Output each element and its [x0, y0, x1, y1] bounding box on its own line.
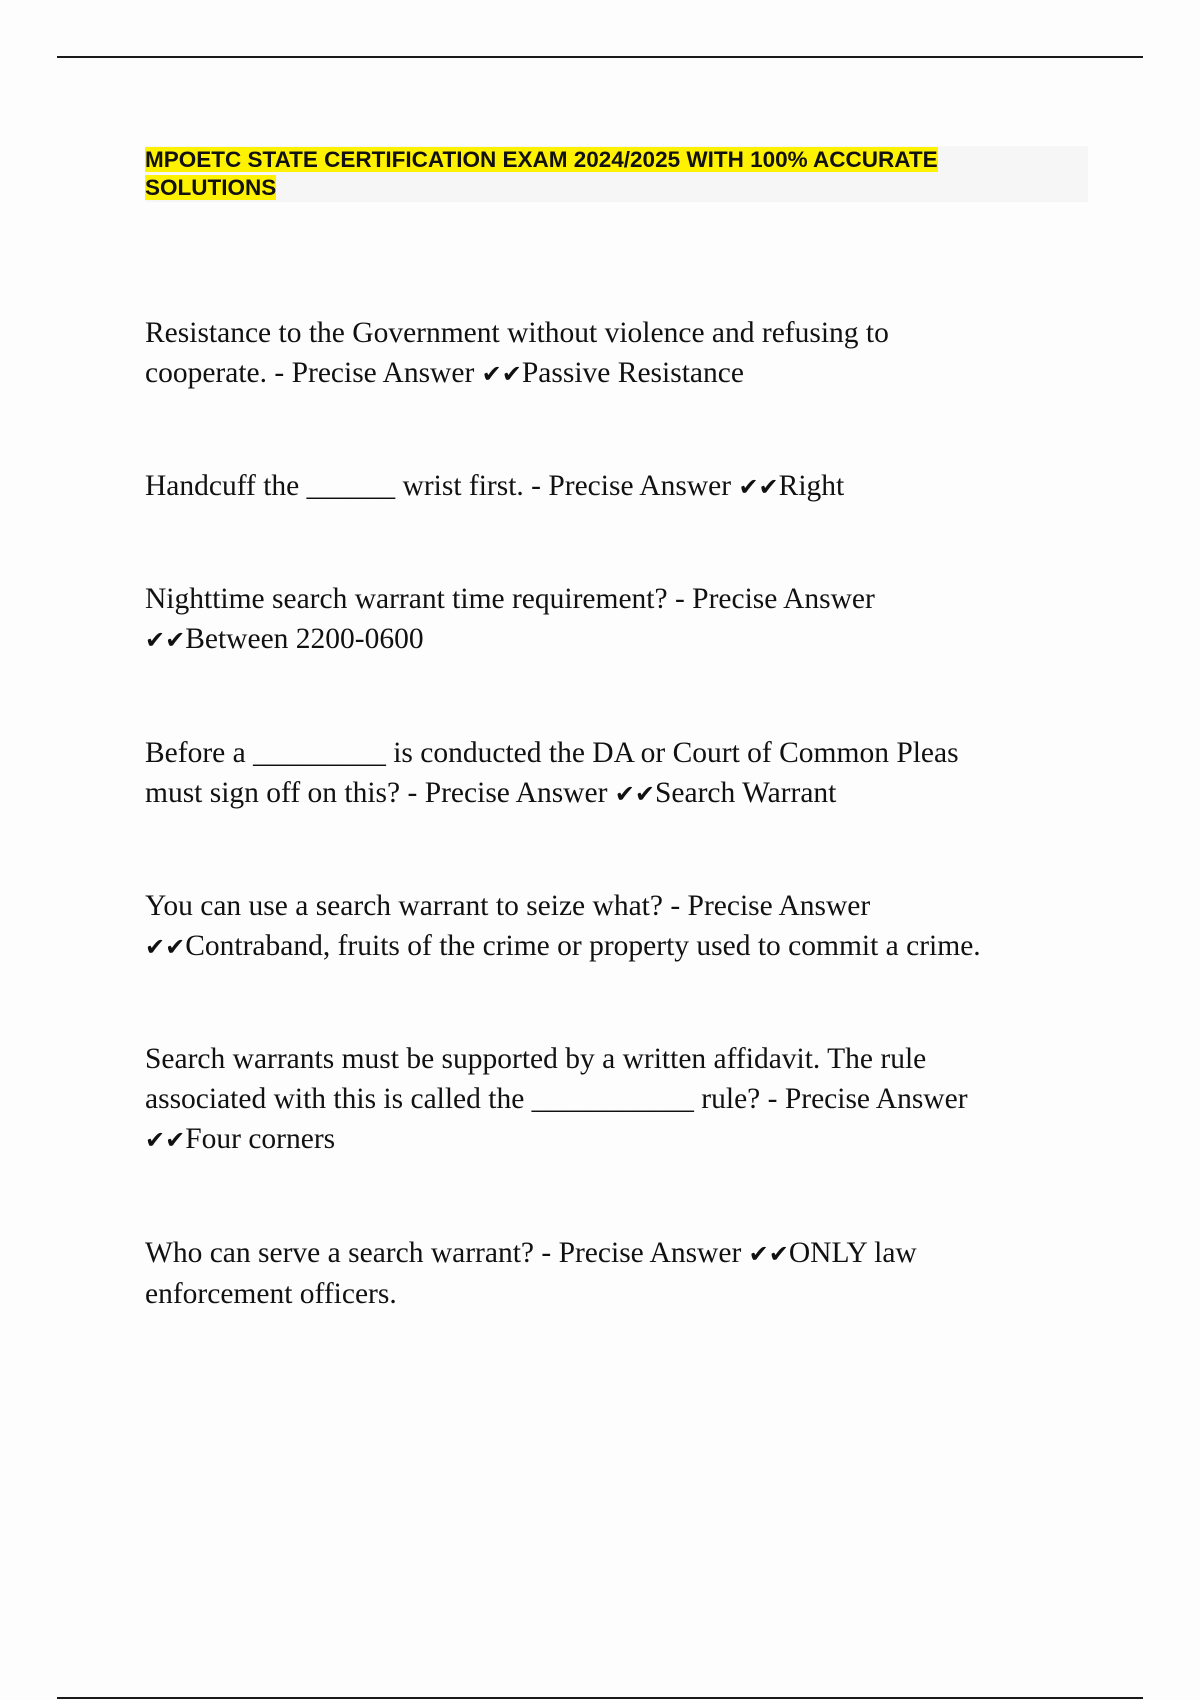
question-line — [145, 353, 1095, 394]
header-rule — [57, 56, 1143, 58]
question-text: associated with this is called the ___________ rule? - Precise Answer — [145, 1083, 968, 1115]
check-mark-icon: ✔✔ — [614, 780, 655, 808]
qa-item — [145, 733, 1095, 814]
title-line — [145, 174, 1088, 202]
title-line — [145, 146, 1088, 174]
answer-text: enforcement officers. — [145, 1278, 397, 1310]
qa-item — [145, 579, 1095, 660]
check-mark-icon: ✔✔ — [145, 1126, 186, 1154]
check-mark-icon: ✔✔ — [481, 360, 522, 388]
answer-text: Contraband, fruits of the crime or property used to commit a crime. — [185, 930, 981, 962]
answer-text: ONLY law — [788, 1237, 917, 1269]
qa-item — [145, 1039, 1095, 1160]
question-text: You can use a search warrant to seize what? - Precise Answer — [145, 890, 871, 922]
answer-line — [145, 926, 1095, 967]
title-highlight: SOLUTIONS — [145, 175, 277, 200]
question-line — [145, 466, 1095, 507]
check-mark-icon: ✔✔ — [738, 473, 779, 501]
answer-text: Passive Resistance — [521, 357, 744, 389]
title-highlight: MPOETC STATE CERTIFICATION EXAM 2024/2025 WITH 100% ACCURATE — [145, 147, 938, 172]
check-mark-icon: ✔✔ — [145, 626, 186, 654]
question-text: Search warrants must be supported by a written affidavit. The rule — [145, 1043, 927, 1075]
question-text: must sign off on this? - Precise Answer — [145, 777, 615, 809]
question-text: Resistance to the Government without violence and refusing to — [145, 317, 889, 349]
document-title — [145, 146, 1088, 202]
question-text: cooperate. - Precise Answer — [145, 357, 482, 389]
qa-item — [145, 886, 1095, 967]
check-mark-icon: ✔✔ — [145, 933, 186, 961]
answer-text: Right — [778, 470, 845, 502]
question-text: Nighttime search warrant time requirement? - Precise Answer — [145, 583, 875, 615]
answer-line — [145, 1119, 1095, 1160]
answer-text: Four corners — [185, 1123, 336, 1155]
qa-item — [145, 1233, 1095, 1314]
question-text: Before a _________ is conducted the DA or Court of Common Pleas — [145, 737, 959, 769]
answer-text: Search Warrant — [655, 777, 837, 809]
question-text: Handcuff the ______ wrist first. - Precise Answer — [145, 470, 739, 502]
question-line — [145, 773, 1095, 814]
qa-item — [145, 313, 1095, 394]
check-mark-icon: ✔✔ — [748, 1240, 789, 1268]
answer-text: Between 2200-0600 — [185, 623, 424, 655]
answer-line — [145, 619, 1095, 660]
qa-item — [145, 466, 1095, 507]
footer-rule — [57, 1697, 1143, 1699]
question-text: Who can serve a search warrant? - Precise Answer — [145, 1237, 749, 1269]
question-line — [145, 1233, 1095, 1274]
